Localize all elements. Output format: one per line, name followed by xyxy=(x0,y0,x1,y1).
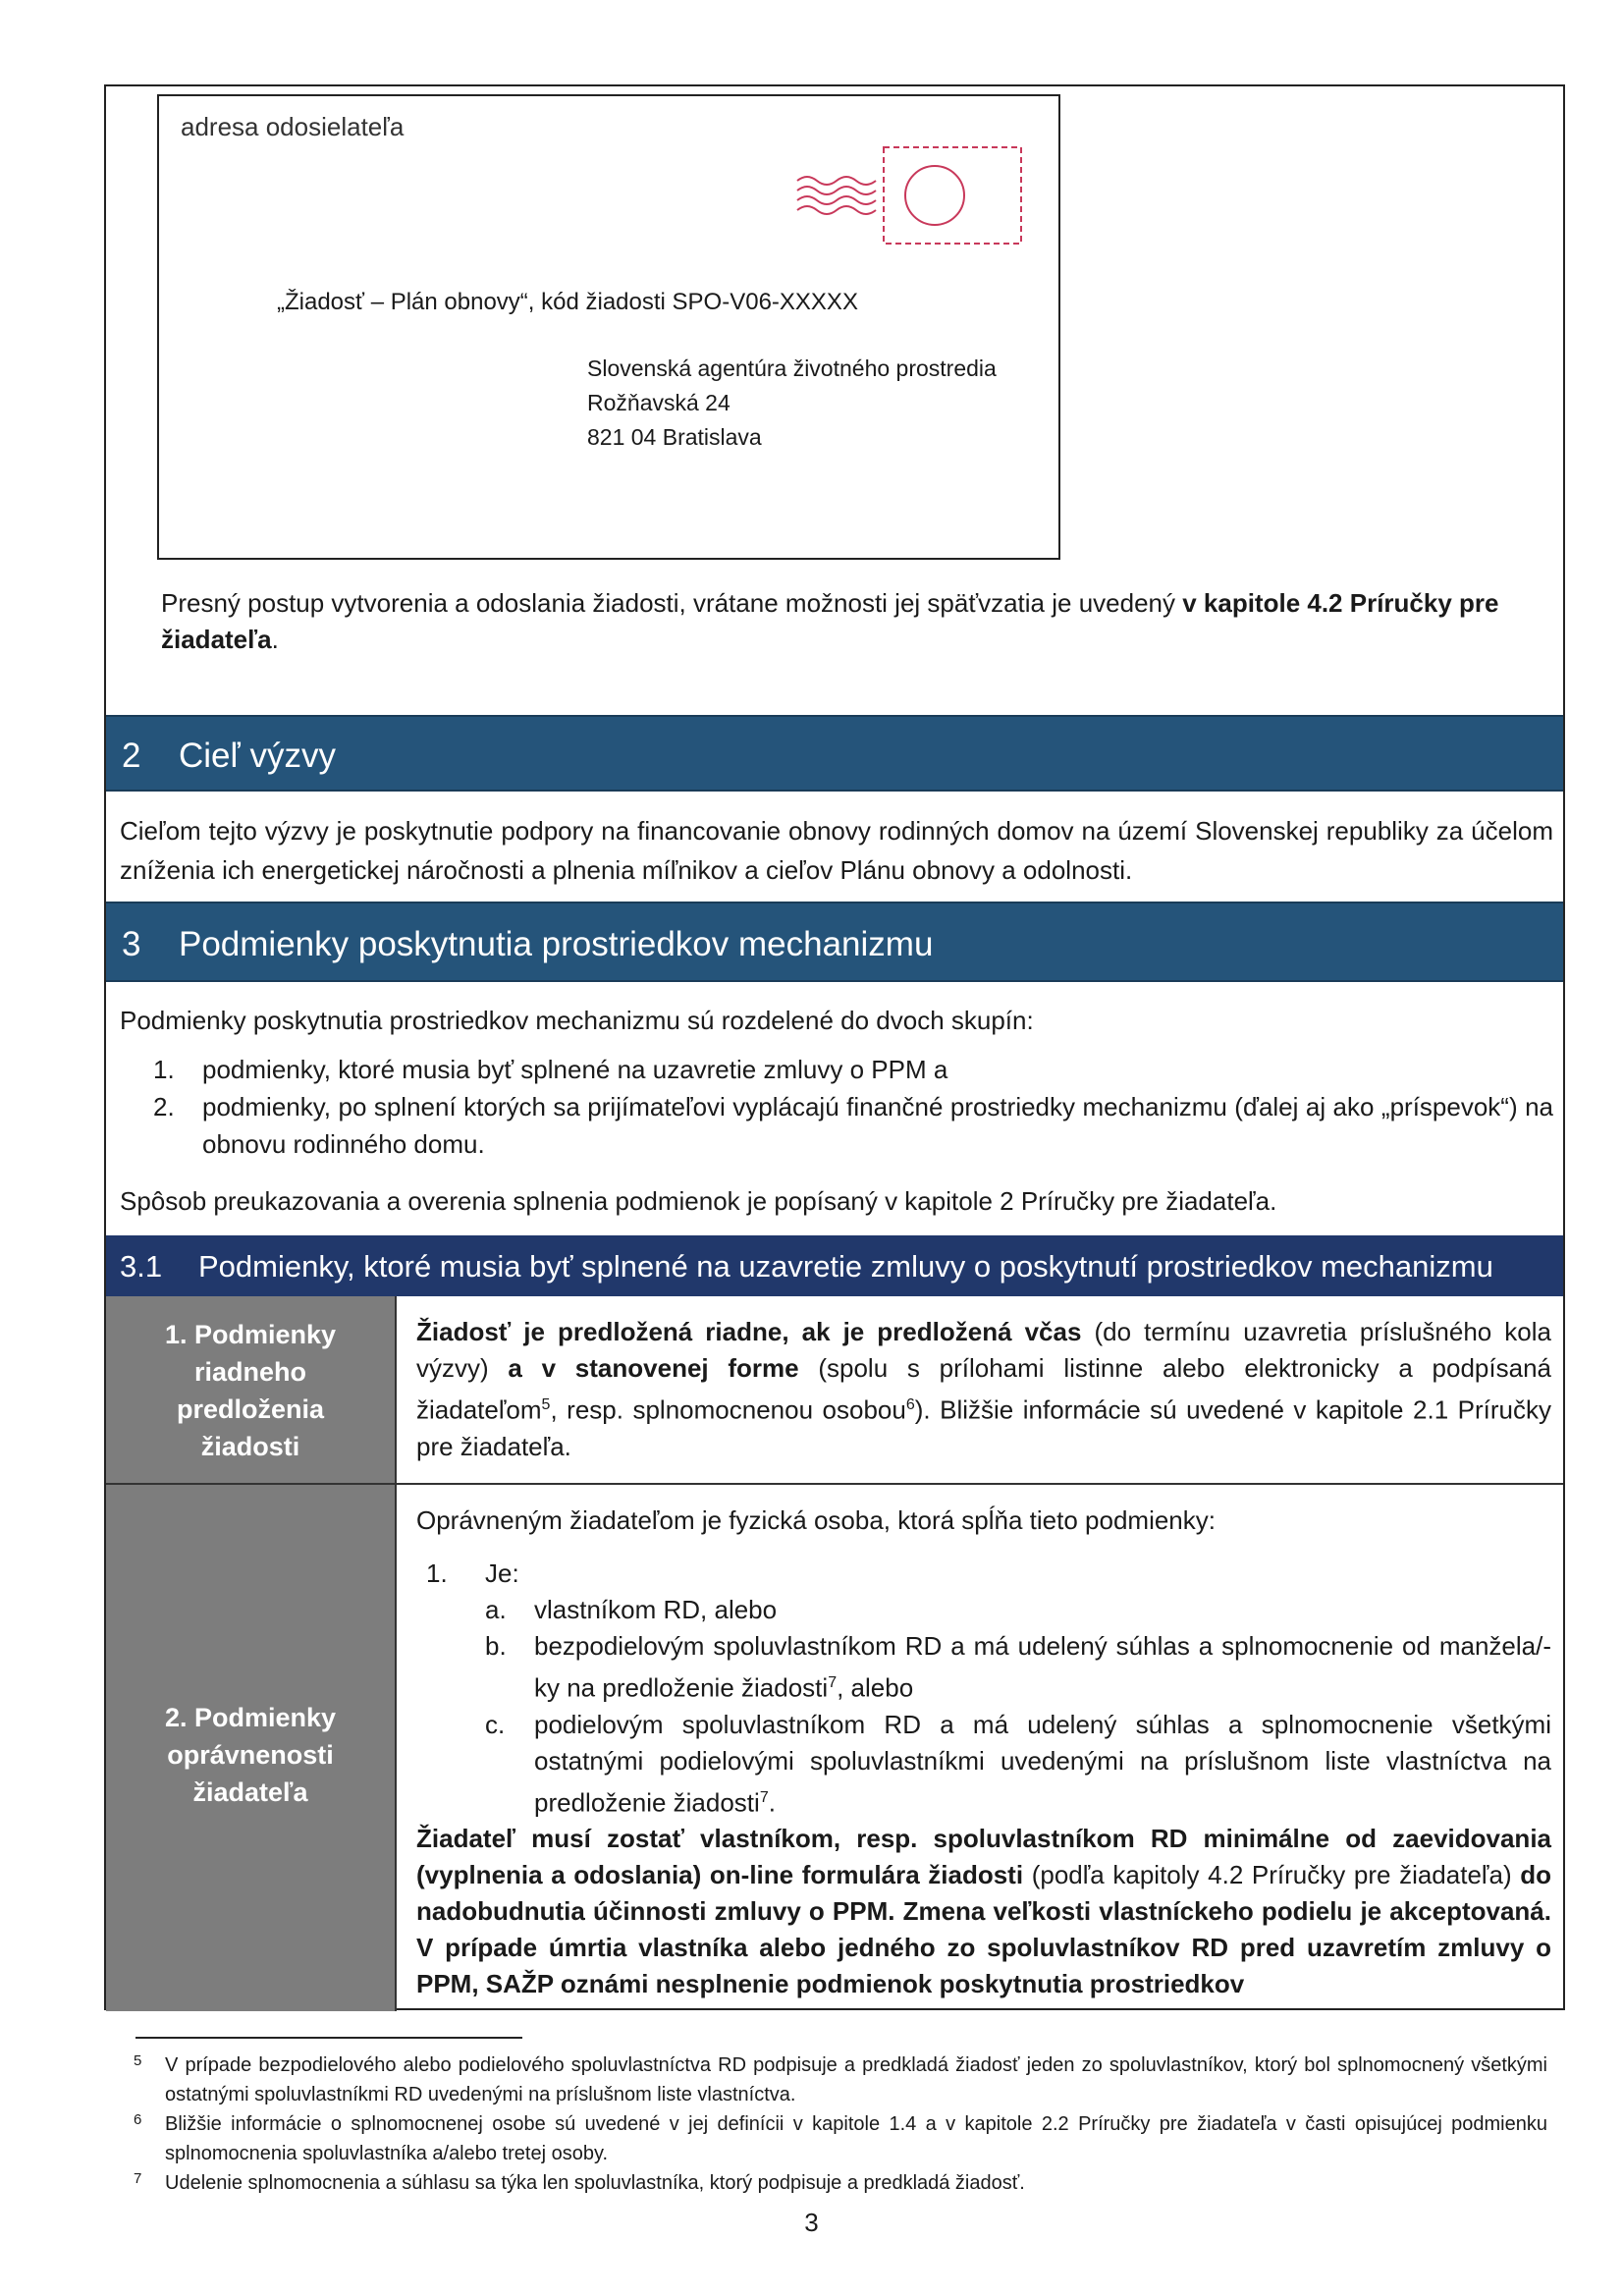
recipient-address xyxy=(587,352,997,455)
row-1-text: Žiadosť je predložená riadne, ak je predložená včas (do termínu uzavretia príslušného kola výzvy) a v stanovenej forme (spolu s prílohami listinne alebo elektronicky a podpísaná žiadateľom$^5$, resp. splnomocnenou osobou$^6$). Bližšie informácie sú uvedené v kapitole 2.1 Príručky pre žiadateľa. xyxy=(416,1317,1551,1461)
section-number: 3.1 xyxy=(120,1249,163,1284)
envelope-illustration xyxy=(157,94,1060,560)
footnote: 7 Udelenie splnomocnenia a súhlasu sa týka len spoluvlastníka, ktorý podpisuje a predkladá žiadosť. xyxy=(134,2170,1025,2194)
list-item: a. vlastníkom RD, alebo xyxy=(485,1595,778,1624)
list-item: c. podielovým spoluvlastníkom RD a má udelený súhlas a splnomocnenie všetkými ostatnými podielovými spoluvlastníkmi uvedenými na príslušnom liste vlastníctva na predloženie žiadosti$^7$. xyxy=(485,1709,1551,1818)
postage-stamp-icon xyxy=(787,141,1023,249)
recipient-line: Slovenská agentúra životného prostredia xyxy=(587,355,997,381)
list-item: 1. podmienky, ktoré musia byť splnené na uzavretie zmluvy o PPM a xyxy=(153,1055,948,1084)
section-3-intro: Podmienky poskytnutia prostriedkov mechanizmu sú rozdelené do dvoch skupín: xyxy=(120,1006,1034,1035)
section-title: Podmienky, ktoré musia byť splnené na uzavretie zmluvy o poskytnutí prostriedkov mechanizmu xyxy=(198,1249,1493,1284)
section-number: 3 xyxy=(122,925,141,963)
column-divider xyxy=(395,1296,397,2011)
conditions-list xyxy=(120,1051,1553,1163)
footnote-rule xyxy=(135,2037,522,2039)
section-title: Cieľ výzvy xyxy=(179,737,336,775)
section-3-1-header xyxy=(106,1235,1563,1296)
sender-address: adresa odosielateľa xyxy=(181,112,405,141)
row-2-label: 2. Podmienky oprávnenosti žiadateľa xyxy=(106,1485,395,2011)
section-number: 2 xyxy=(122,737,141,775)
section-3-header xyxy=(106,902,1563,982)
list-item: 1. Je: xyxy=(426,1558,519,1588)
footnote: 5 V prípade bezpodielového alebo podielového spoluvlastníctva RD podpisuje a predkladá žiadosť jeden zo spoluvlastníkov, ktorý bol splnomocnený všetkými ostatnými spoluvlastníkmi RD uvedenými na príslušnom liste vlastníctva. xyxy=(134,2052,1547,2105)
eligibility-list xyxy=(416,1556,1551,1821)
footnotes xyxy=(134,2050,1547,2198)
envelope-subject: „Žiadosť – Plán obnovy“, kód žiadosti SPO-V06-XXXXX xyxy=(277,289,858,315)
section-3-closing: Spôsob preukazovania a overenia splnenia podmienok je popísaný v kapitole 2 Príručky pre žiadateľa. xyxy=(120,1186,1277,1216)
row-2-intro: Oprávneným žiadateľom je fyzická osoba, ktorá spĺňa tieto podmienky: xyxy=(416,1505,1216,1535)
row-1-label: 1. Podmienky riadneho predloženia žiadosti xyxy=(106,1296,395,1483)
section-title: Podmienky poskytnutia prostriedkov mechanizmu xyxy=(179,925,934,963)
section-2-header xyxy=(106,715,1563,792)
section-2-text: Cieľom tejto výzvy je poskytnutie podpory na financovanie obnovy rodinných domov na území Slovenskej republiky za účelom zníženia ich energetickej náročnosti a plnenia míľnikov a cieľov Plánu obnovy a odolnosti. xyxy=(120,816,1553,885)
recipient-line: Rožňavská 24 xyxy=(587,390,730,415)
procedure-note: Presný postup vytvorenia a odoslania žiadosti, vrátane možnosti jej späťvzatia je uvedený v kapitole 4.2 Príručky pre žiadateľa. xyxy=(161,588,1499,654)
list-item: 2. podmienky, po splnení ktorých sa prijímateľovi vyplácajú finančné prostriedky mechanizmu (ďalej aj ako „príspevok“) na obnovu rodinného domu. xyxy=(153,1092,1553,1159)
footnote: 6 Bližšie informácie o splnomocnenej osobe sú uvedené v jej definícii v kapitole 1.4 a v kapitole 2.2 Príručky pre žiadateľa v časti opisujúcej podmienku splnomocnenia spoluvlastníka a/alebo tretej osoby. xyxy=(134,2111,1547,2164)
ownership-condition: Žiadateľ musí zostať vlastníkom, resp. spoluvlastníkom RD minimálne od zaevidovania (vyplnenia a odoslania) on-line formulára žiadosti (podľa kapitoly 4.2 Príručky pre žiadateľa) do nadobudnutia účinnosti zmluvy o PPM. Zmena veľkosti vlastníckeho podielu je akceptovaná. V prípade úmrtia vlastníka alebo jedného zo spoluvlastníkov RD pred uzavretím zmluvy o PPM, SAŽP oznámi nesplnenie podmienok poskytnutia prostriedkov xyxy=(416,1824,1551,1998)
page-number: 3 xyxy=(804,2208,819,2237)
list-item: b. bezpodielovým spoluvlastníkom RD a má udelený súhlas a splnomocnenie od manžela/-ky na predloženie žiadosti$^7$, alebo xyxy=(485,1631,1551,1703)
recipient-line: 821 04 Bratislava xyxy=(587,424,762,450)
